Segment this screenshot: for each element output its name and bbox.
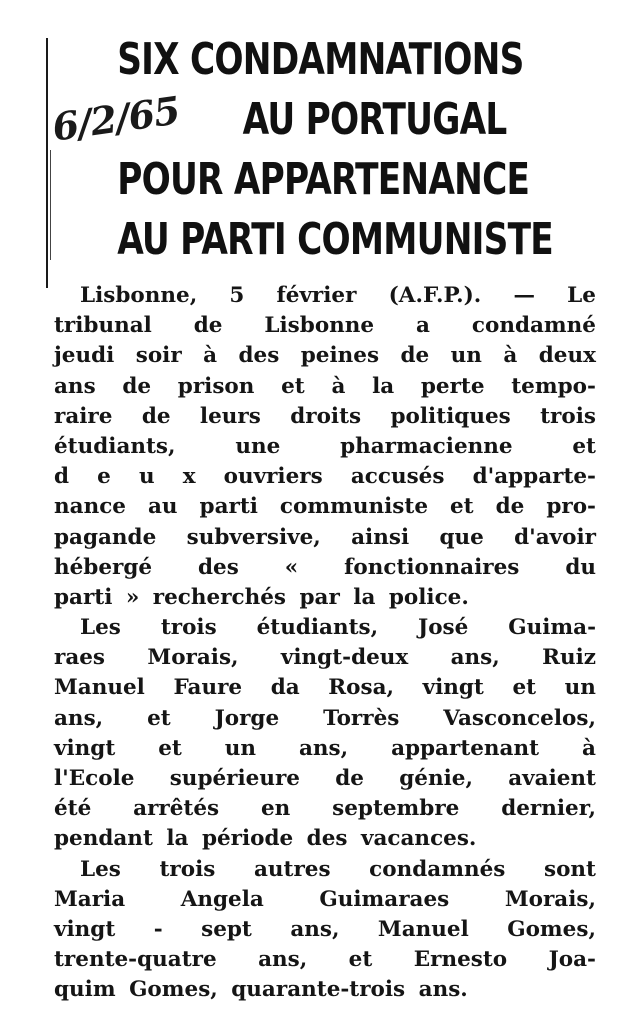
article-line: [54, 764, 596, 794]
article-word: été: [54, 796, 92, 822]
article-word: ans: [54, 373, 96, 399]
article-word: Gomes,: [507, 916, 596, 942]
article-line: parti » recherchés par la police.: [54, 584, 469, 610]
article-word: trois: [160, 615, 217, 641]
article-word: da: [270, 675, 300, 701]
article-word: en: [260, 796, 291, 822]
article-word: des: [198, 554, 239, 580]
article-word: l'Ecole: [54, 766, 135, 791]
article-line: [54, 341, 596, 371]
article-word: José: [418, 615, 469, 641]
article-word: Vasconcelos,: [443, 705, 596, 731]
article-word: fonctionnaires: [344, 554, 520, 580]
article-word: 5: [229, 283, 245, 308]
article-word: ans,: [298, 735, 349, 761]
article-word: tempo-: [511, 373, 596, 399]
article-word: pro-: [546, 494, 596, 520]
article-word: soir: [135, 343, 182, 369]
article-word: sont: [543, 856, 596, 882]
article-line: [54, 643, 596, 673]
article-word: «: [284, 554, 299, 580]
headline-line-4: AU PARTI COMMUNISTE: [117, 214, 553, 265]
article-word: x: [182, 464, 196, 490]
article-word: de: [122, 373, 152, 399]
article-word: pharmacienne: [340, 433, 513, 459]
article-word: du: [565, 554, 596, 580]
article-word: Lisbonne: [264, 313, 375, 339]
article-line: [54, 734, 596, 764]
article-word: pagande: [54, 524, 157, 550]
article-word: dernier,: [501, 796, 596, 822]
article-word: peines: [300, 343, 380, 369]
article-word: ouvriers: [223, 464, 323, 490]
article-word: hébergé: [54, 554, 153, 580]
article-word: Guimaraes: [319, 886, 450, 912]
article-line: [54, 794, 596, 824]
article-line: [54, 372, 596, 402]
article-word: de: [141, 403, 171, 429]
article-word: (A.F.P.).: [388, 283, 482, 308]
article-line: [54, 704, 596, 734]
article-word: Angela: [180, 886, 264, 912]
article-word: Morais,: [504, 886, 596, 912]
article-word: vingt-deux: [280, 645, 409, 671]
article-word: ans,: [450, 645, 500, 671]
article-word: u: [138, 464, 155, 490]
article-word: de: [335, 766, 364, 791]
article-word: ans,: [54, 705, 104, 731]
article-line: [54, 945, 596, 975]
article-word: Joa-: [548, 947, 596, 973]
article-word: d'apparte-: [472, 464, 596, 490]
article-word: à: [582, 735, 596, 761]
article-word: la: [372, 373, 395, 399]
article-word: condamné: [471, 313, 596, 339]
article-word: de: [193, 313, 223, 339]
article-word: un: [224, 735, 257, 761]
article-word: Ruiz: [542, 645, 596, 671]
article-word: ainsi: [351, 524, 410, 550]
article-word: février: [276, 283, 357, 308]
article-line: [54, 553, 596, 583]
article-word: vingt: [422, 675, 484, 701]
article-word: Torrès: [323, 705, 400, 731]
article-word: raes: [54, 645, 106, 671]
headline-line-3: POUR APPARTENANCE: [117, 154, 530, 205]
article-word: un: [450, 343, 482, 369]
article-word: de: [495, 494, 525, 520]
article-word: politiques: [390, 403, 511, 429]
article-word: étudiants,: [54, 433, 176, 459]
headline-line-2: AU PORTUGAL: [242, 94, 507, 145]
article-word: trente-quatre: [54, 947, 217, 973]
article-word: d'avoir: [514, 524, 596, 550]
article-word: au: [147, 494, 178, 520]
article-word: Faure: [173, 675, 243, 701]
article-word: trois: [540, 403, 596, 429]
article-word: parti: [199, 494, 258, 520]
article-word: -: [153, 916, 163, 942]
article-line: [54, 523, 596, 553]
article-word: accusés: [350, 464, 445, 490]
article-word: et: [450, 494, 474, 520]
article-line: [54, 613, 596, 643]
article-word: ans,: [258, 947, 308, 973]
article-word: et: [158, 735, 182, 761]
article-word: Morais,: [147, 645, 239, 671]
article-line: quim Gomes, quarante-trois ans.: [54, 977, 468, 1003]
article-word: Maria: [54, 886, 126, 912]
article-word: e: [97, 464, 111, 490]
article-word: avaient: [508, 766, 596, 791]
article-word: ans,: [290, 916, 340, 942]
article-word: septembre: [332, 796, 460, 822]
article-word: une: [235, 433, 281, 459]
handwritten-date-annotation: 6/2/65: [49, 87, 183, 150]
article-word: et: [147, 705, 171, 731]
article-word: vingt: [54, 916, 116, 942]
article-word: a: [416, 313, 430, 339]
article-word: perte: [420, 373, 485, 399]
article-word: sept: [201, 916, 252, 942]
article-word: deux: [538, 343, 596, 369]
article-word: d: [54, 464, 70, 490]
article-word: Guima-: [508, 615, 596, 641]
article-word: Lisbonne,: [80, 283, 198, 308]
article-word: génie,: [399, 766, 473, 791]
article-word: condamnés: [369, 856, 506, 882]
article-word: tribunal: [54, 313, 152, 339]
article-word: jeudi: [54, 343, 115, 369]
article-word: et: [348, 947, 373, 973]
article-word: et: [281, 373, 305, 399]
article-word: Les: [80, 856, 121, 882]
article-word: Rosa,: [328, 675, 394, 701]
article-word: et: [572, 433, 596, 459]
article-word: arrêtés: [133, 796, 220, 822]
article-line: [54, 855, 596, 885]
article-word: Manuel: [377, 916, 469, 942]
article-line: [54, 311, 596, 341]
article-word: appartenant: [391, 735, 540, 761]
article-word: supérieure: [169, 766, 300, 791]
article-word: à: [503, 343, 518, 369]
article-word: Jorge: [214, 705, 280, 731]
margin-ink-line: [46, 38, 48, 288]
article-word: un: [564, 675, 596, 701]
article-word: droits: [290, 403, 362, 429]
article-headline: [117, 30, 553, 270]
article-word: prison: [177, 373, 255, 399]
article-word: nance: [54, 494, 126, 520]
article-word: autres: [253, 856, 331, 882]
article-word: communiste: [279, 494, 428, 520]
article-word: Ernesto: [413, 947, 508, 973]
article-line: pendant la période des vacances.: [54, 826, 477, 852]
article-word: et: [512, 675, 537, 701]
article-word: trois: [159, 856, 216, 882]
article-body: [54, 281, 596, 1006]
article-line: [54, 492, 596, 522]
article-word: subversive,: [186, 524, 321, 550]
article-word: Le: [567, 283, 596, 308]
article-word: leurs: [199, 403, 261, 429]
article-line: [54, 402, 596, 432]
article-word: —: [513, 283, 535, 308]
article-word: à: [203, 343, 218, 369]
article-word: Les: [80, 615, 121, 641]
article-line: [54, 432, 596, 462]
margin-ink-line-secondary: [50, 150, 51, 260]
article-word: Manuel: [54, 675, 145, 701]
article-line: [54, 673, 596, 703]
headline-line-1: SIX CONDAMNATIONS: [117, 34, 524, 85]
article-word: raire: [54, 403, 113, 429]
article-word: vingt: [54, 735, 116, 761]
article-word: à: [331, 373, 346, 399]
article-line: [54, 281, 596, 311]
article-line: [54, 885, 596, 915]
article-line: [54, 915, 596, 945]
article-word: que: [439, 524, 484, 550]
article-word: étudiants,: [256, 615, 379, 641]
article-line: [54, 462, 596, 492]
article-word: de: [400, 343, 430, 369]
article-word: des: [238, 343, 280, 369]
